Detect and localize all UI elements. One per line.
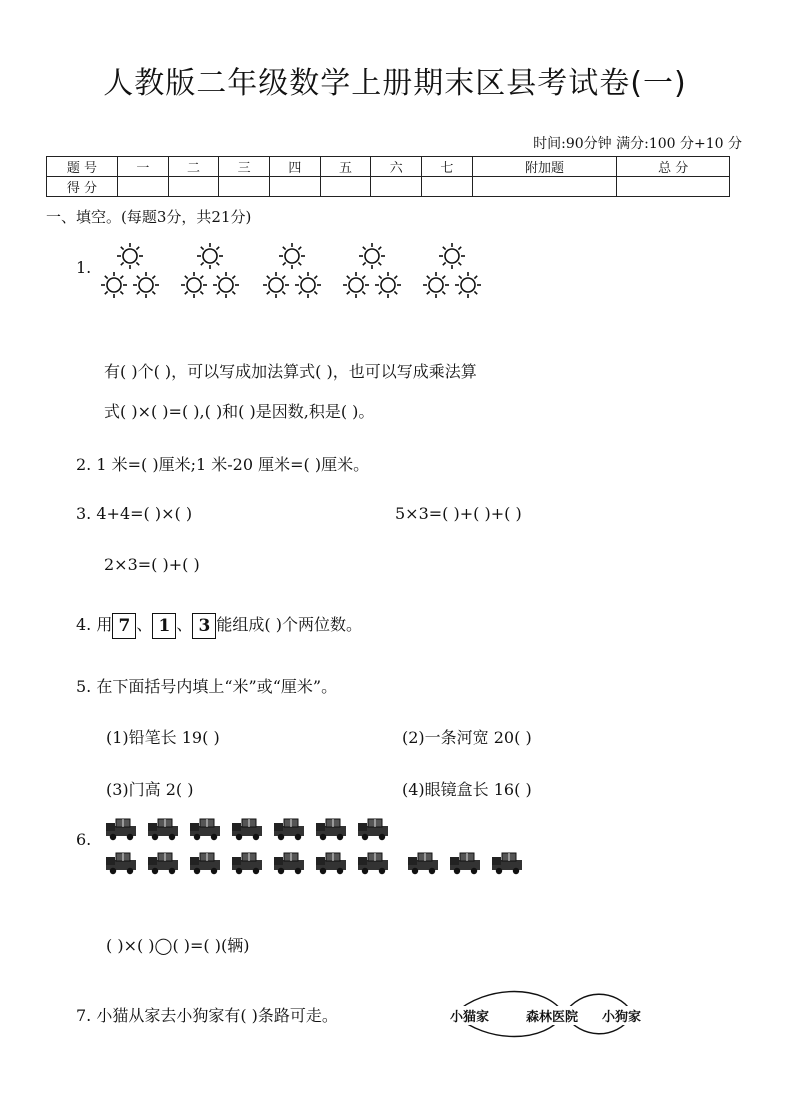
map-label-forest-hospital: 森林医院 <box>526 1006 578 1025</box>
sun-group-illustration <box>96 240 496 302</box>
score-header-cell: 五 <box>320 157 371 177</box>
score-header-cell: 六 <box>371 157 422 177</box>
q5-item-2: (2)一条河宽 20( ) <box>402 728 532 747</box>
q6-number: 6. <box>76 830 92 849</box>
score-cell[interactable] <box>422 177 473 197</box>
score-cell[interactable] <box>320 177 371 197</box>
section-title: 一、填空。(每题3分，共21分) <box>46 208 252 226</box>
q4-separator: 、 <box>176 615 193 634</box>
score-header-cell: 七 <box>422 157 473 177</box>
q3-part-c: 2×3=( )+( ) <box>104 555 200 574</box>
q3-part-a: 3. 4+4=( )×( ) <box>76 504 193 523</box>
exam-meta: 时间:90分钟 满分:100 分+10 分 <box>533 136 742 152</box>
sun-cluster-1 <box>101 243 159 298</box>
score-header-cell: 四 <box>270 157 321 177</box>
digit-card-1: 1 <box>152 613 176 639</box>
map-label-cat-home: 小猫家 <box>450 1006 489 1025</box>
route-map <box>446 990 656 1042</box>
q3-part-b: 5×3=( )+( )+( ) <box>395 504 522 523</box>
q1-line1: 有( )个( )，可以写成加法算式( )，也可以写成乘法算 <box>104 362 477 381</box>
q5-stem: 5. 在下面括号内填上“米”或“厘米”。 <box>76 677 338 696</box>
q4-suffix: 能组成( )个两位数。 <box>216 615 362 634</box>
q4-prefix: 4. 用 <box>76 615 113 634</box>
score-header-cell: 一 <box>118 157 169 177</box>
score-header-cell: 题 号 <box>47 157 118 177</box>
score-table <box>46 156 730 197</box>
truck-row-2 <box>106 853 522 874</box>
score-cell[interactable] <box>118 177 169 197</box>
truck-row-1 <box>106 819 388 840</box>
digit-card-7: 7 <box>112 613 136 639</box>
score-header-cell: 附加题 <box>472 157 617 177</box>
sun-cluster-5 <box>423 243 481 298</box>
sun-cluster-3 <box>263 243 321 298</box>
q1-number: 1. <box>76 258 92 277</box>
q6-answer-line: ( )×( )◯( )=( )(辆) <box>106 936 250 955</box>
q7-text: 7. 小猫从家去小狗家有( )条路可走。 <box>76 1006 338 1025</box>
q5-item-3: (3)门高 2( ) <box>106 780 194 799</box>
score-cell[interactable] <box>219 177 270 197</box>
score-cell[interactable] <box>472 177 617 197</box>
score-cell[interactable] <box>371 177 422 197</box>
q1-line2: 式( )×( )=( ),( )和( )是因数,积是( )。 <box>104 402 375 421</box>
q5-item-4: (4)眼镜盒长 16( ) <box>402 780 532 799</box>
truck-rows-illustration <box>104 816 534 880</box>
score-row-label: 得 分 <box>47 177 118 197</box>
score-header-cell: 三 <box>219 157 270 177</box>
q4-line <box>76 612 362 639</box>
score-header-cell: 二 <box>168 157 219 177</box>
score-table-header-row <box>47 157 730 177</box>
score-table-score-row <box>47 177 730 197</box>
score-cell[interactable] <box>617 177 730 197</box>
score-cell[interactable] <box>168 177 219 197</box>
sun-cluster-2 <box>181 243 239 298</box>
digit-card-3: 3 <box>192 613 216 639</box>
sun-cluster-4 <box>343 243 401 298</box>
score-header-cell: 总 分 <box>617 157 730 177</box>
q5-item-1: (1)铅笔长 19( ) <box>106 728 220 747</box>
map-label-dog-home: 小狗家 <box>602 1006 641 1025</box>
page-title: 人教版二年级数学上册期末区县考试卷(一) <box>103 66 687 101</box>
score-cell[interactable] <box>270 177 321 197</box>
q4-separator: 、 <box>136 615 153 634</box>
q2-text: 2. 1 米=( )厘米;1 米-20 厘米=( )厘米。 <box>76 455 370 474</box>
